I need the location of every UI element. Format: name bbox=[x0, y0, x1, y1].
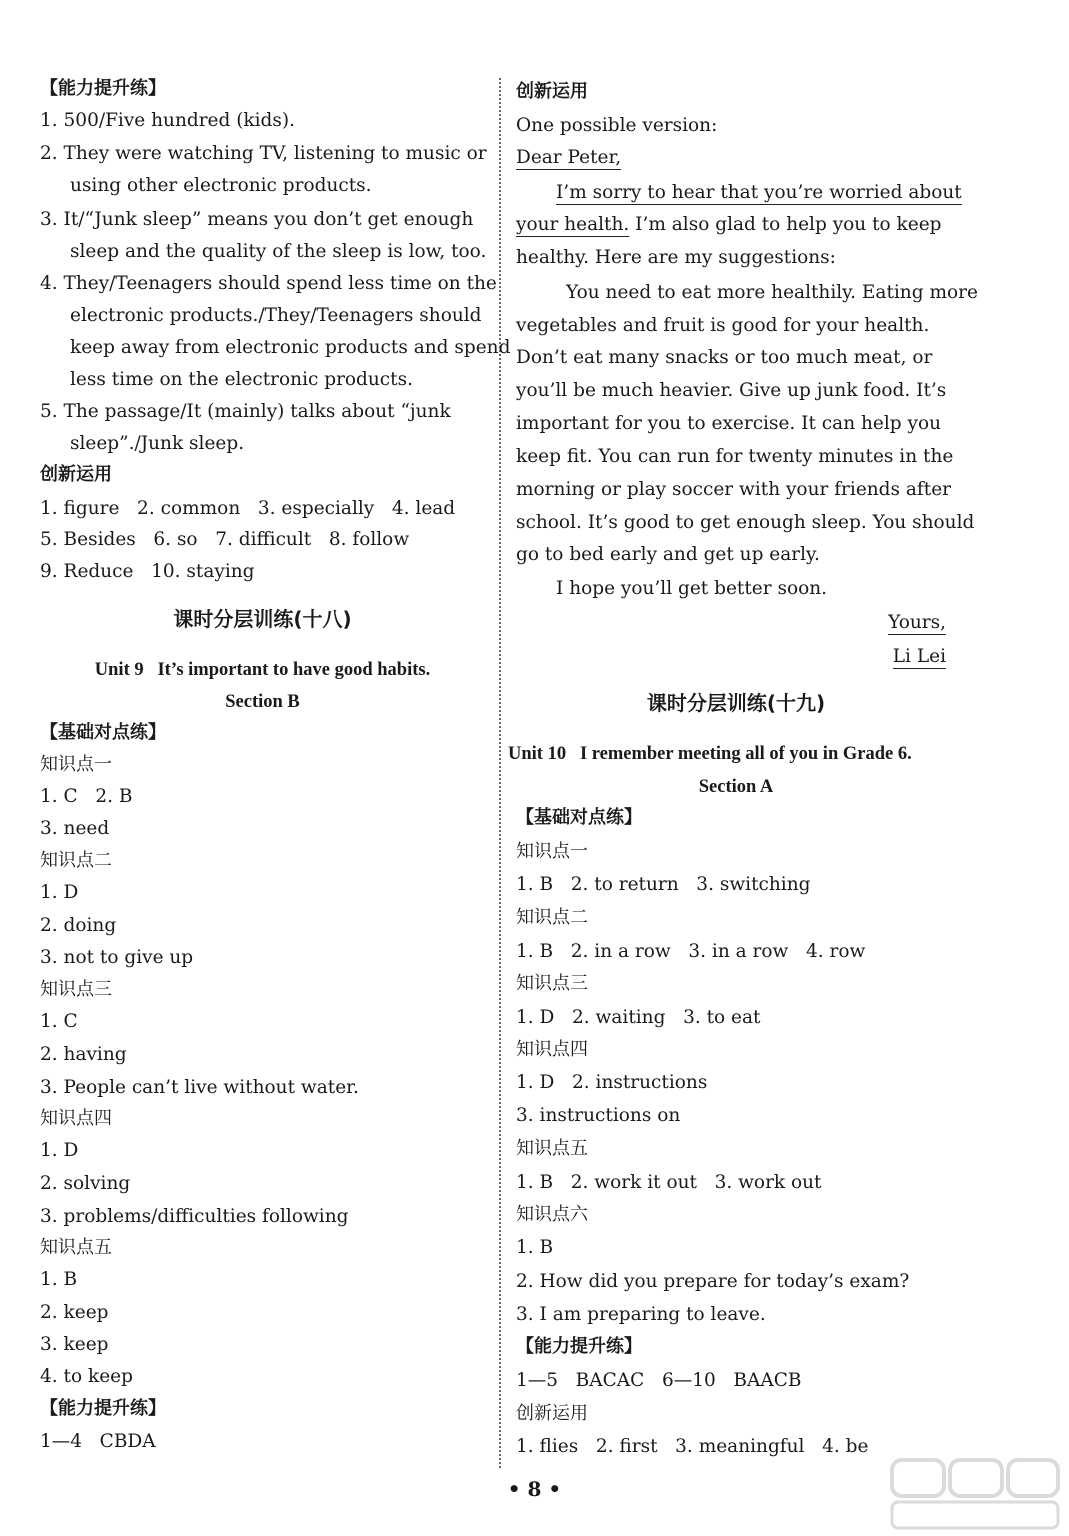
answer-line: 1—5 BACAC 6—10 BAACB bbox=[516, 1370, 802, 1391]
knowledge-point-heading: 知识点三 bbox=[516, 973, 588, 994]
answer-line: 1. B 2. work it out 3. work out bbox=[516, 1172, 822, 1193]
page-number: • 8 • bbox=[507, 1477, 562, 1501]
knowledge-point-heading: 知识点五 bbox=[516, 1138, 588, 1159]
essay-line: Don’t eat many snacks or too much meat, or bbox=[516, 347, 933, 368]
answer-line: 1. D 2. waiting 3. to eat bbox=[516, 1007, 761, 1028]
knowledge-point-heading: 知识点二 bbox=[40, 850, 112, 871]
underlined-sentence: your health. bbox=[516, 214, 630, 235]
answer-line: 2. keep bbox=[40, 1302, 109, 1323]
knowledge-point-heading: 知识点六 bbox=[516, 1204, 588, 1225]
greeting-text: Dear Peter, bbox=[516, 147, 622, 168]
answer-line: 1. B 2. to return 3. switching bbox=[516, 874, 811, 895]
answer-line: less time on the electronic products. bbox=[70, 369, 413, 390]
answer-line: keep away from electronic products and spend bbox=[70, 337, 511, 358]
answer-line: 1. 500/Five hundred (kids). bbox=[40, 110, 295, 131]
answer-line: 5. The passage/It (mainly) talks about “junk bbox=[40, 401, 451, 422]
answer-line: 1. C bbox=[40, 1011, 78, 1032]
answer-line: 3. instructions on bbox=[516, 1105, 681, 1126]
answer-line: 3. I am preparing to leave. bbox=[516, 1304, 766, 1325]
creative-heading: 创新运用 bbox=[516, 81, 588, 102]
unit-title: Unit 9 It’s important to have good habits. bbox=[94, 660, 431, 680]
answer-line: 2. solving bbox=[40, 1173, 131, 1194]
answer-line: 3. keep bbox=[40, 1334, 109, 1355]
answer-line: 1. D 2. instructions bbox=[516, 1072, 708, 1093]
essay-line: important for you to exercise. It can help you bbox=[516, 413, 941, 434]
answer-line: 1. D bbox=[40, 882, 79, 903]
watermark-logo-icon bbox=[888, 1454, 1063, 1532]
answer-line: 5. Besides 6. so 7. difficult 8. follow bbox=[40, 529, 410, 550]
answer-line: 2. doing bbox=[40, 915, 117, 936]
answer-line: 3. not to give up bbox=[40, 947, 194, 968]
section-title: Section A bbox=[698, 777, 774, 797]
essay-text: I’m also glad to help you to keep bbox=[629, 214, 942, 235]
knowledge-point-heading: 知识点一 bbox=[40, 754, 112, 775]
answer-line: 2. having bbox=[40, 1044, 127, 1065]
essay-intro: One possible version: bbox=[516, 115, 718, 136]
essay-line: You need to eat more healthily. Eating more bbox=[566, 282, 978, 303]
answer-line: 3. People can’t live without water. bbox=[40, 1077, 359, 1098]
essay-line: keep fit. You can run for twenty minutes in the bbox=[516, 446, 954, 467]
creative-heading: 创新运用 bbox=[40, 464, 112, 485]
ability-heading: 【能力提升练】 bbox=[516, 1336, 642, 1357]
basic-heading: 【基础对点练】 bbox=[516, 807, 642, 828]
lesson-title: 课时分层训练(十八) bbox=[173, 607, 352, 631]
answer-line: 2. They were watching TV, listening to music or bbox=[40, 143, 487, 164]
ability-heading: 【能力提升练】 bbox=[40, 1398, 166, 1419]
section-title: Section B bbox=[225, 692, 300, 712]
unit-title: Unit 10 I remember meeting all of you in Grade 6. bbox=[508, 744, 912, 764]
essay-line: vegetables and fruit is good for your health. bbox=[516, 315, 930, 336]
answer-line: 1. B 2. in a row 3. in a row 4. row bbox=[516, 941, 866, 962]
answer-line: electronic products./They/Teenagers should bbox=[70, 305, 482, 326]
answer-line: 1. B bbox=[40, 1269, 78, 1290]
essay-line: I hope you’ll get better soon. bbox=[556, 578, 828, 599]
knowledge-point-heading: 知识点一 bbox=[516, 841, 588, 862]
knowledge-point-heading: 知识点四 bbox=[40, 1108, 112, 1129]
answer-line: 1—4 CBDA bbox=[40, 1431, 156, 1452]
answer-line: 3. problems/difficulties following bbox=[40, 1206, 349, 1227]
essay-line bbox=[516, 212, 942, 238]
answer-line: 1. C 2. B bbox=[40, 786, 133, 807]
knowledge-point-heading: 知识点五 bbox=[40, 1237, 112, 1258]
essay-line: go to bed early and get up early. bbox=[516, 544, 820, 565]
answer-line: 3. need bbox=[40, 818, 110, 839]
essay-line: you’ll be much heavier. Give up junk food. It’s bbox=[516, 380, 947, 401]
answer-line: 9. Reduce 10. staying bbox=[40, 561, 255, 582]
ability-heading: 【能力提升练】 bbox=[40, 78, 166, 99]
creative-heading: 创新运用 bbox=[516, 1403, 588, 1424]
answer-line: sleep”./Junk sleep. bbox=[70, 433, 245, 454]
closing-text: Yours, bbox=[888, 612, 946, 633]
essay-closing bbox=[888, 610, 946, 636]
answer-line: 1. D bbox=[40, 1140, 79, 1161]
answer-line: 1. figure 2. common 3. especially 4. lead bbox=[40, 498, 456, 519]
knowledge-point-heading: 知识点四 bbox=[516, 1039, 588, 1060]
essay-signature bbox=[893, 644, 946, 670]
answer-line: using other electronic products. bbox=[70, 175, 372, 196]
lesson-title: 课时分层训练(十九) bbox=[646, 691, 826, 715]
essay-line: morning or play soccer with your friends after bbox=[516, 479, 952, 500]
answer-line: 2. How did you prepare for today’s exam? bbox=[516, 1271, 910, 1292]
answer-line: 4. to keep bbox=[40, 1366, 133, 1387]
answer-line: 1. flies 2. first 3. meaningful 4. be bbox=[516, 1436, 869, 1457]
basic-heading: 【基础对点练】 bbox=[40, 722, 166, 743]
answer-line: 1. B bbox=[516, 1237, 554, 1258]
essay-line bbox=[556, 180, 962, 206]
answer-line: sleep and the quality of the sleep is low, too. bbox=[70, 241, 487, 262]
answer-line: 3. It/“Junk sleep” means you don’t get enough bbox=[40, 209, 474, 230]
essay-line: healthy. Here are my suggestions: bbox=[516, 247, 836, 268]
essay-greeting bbox=[516, 145, 621, 171]
underlined-sentence: I’m sorry to hear that you’re worried about bbox=[556, 182, 962, 203]
knowledge-point-heading: 知识点三 bbox=[40, 979, 112, 1000]
essay-line: school. It’s good to get enough sleep. You should bbox=[516, 512, 975, 533]
knowledge-point-heading: 知识点二 bbox=[516, 907, 588, 928]
column-divider bbox=[499, 78, 501, 1468]
signature-text: Li Lei bbox=[892, 646, 946, 667]
answer-line: 4. They/Teenagers should spend less time on the bbox=[40, 273, 497, 294]
